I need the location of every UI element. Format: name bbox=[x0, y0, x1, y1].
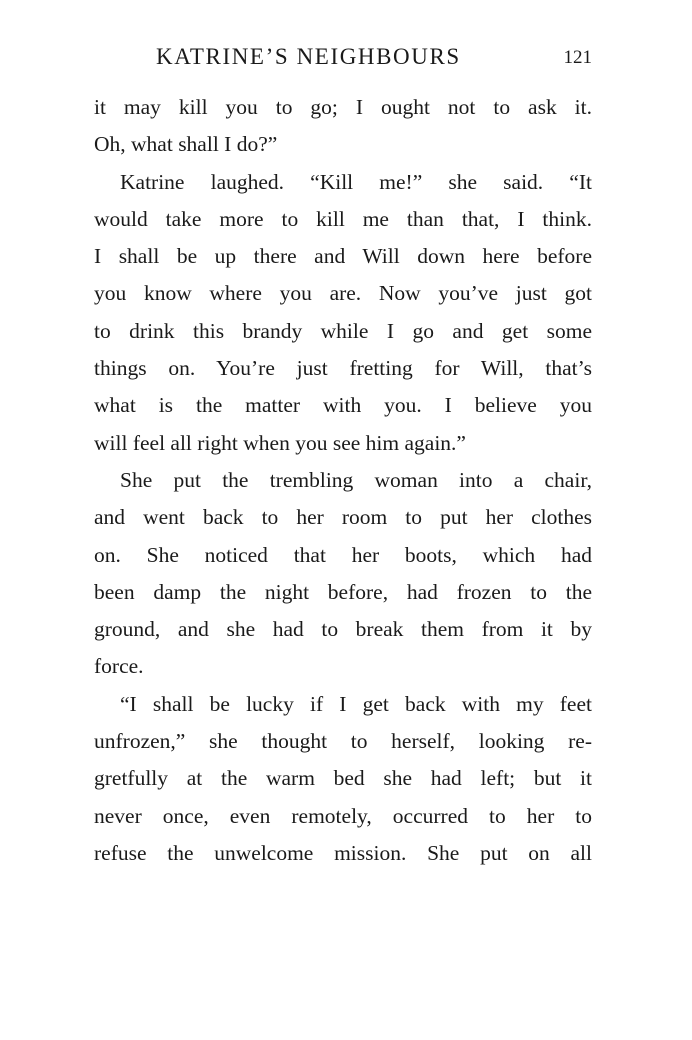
text-line: will feel all right when you see him again.” bbox=[94, 430, 466, 455]
text-line: things on. You’re just fretting for Will, that’s bbox=[94, 356, 592, 381]
text-line: Oh, what shall I do?” bbox=[94, 132, 278, 157]
text-line: unfrozen,” she thought to herself, looking re- bbox=[94, 729, 592, 754]
text-line: you know where you are. Now you’ve just got bbox=[94, 281, 592, 306]
text-line: Katrine laughed. “Kill me!” she said. “It bbox=[120, 169, 592, 194]
text-line: on. She noticed that her boots, which had bbox=[94, 542, 592, 567]
running-head bbox=[94, 40, 592, 74]
text-line: force. bbox=[94, 654, 144, 679]
text-line: to drink this brandy while I go and get some bbox=[94, 318, 592, 343]
text-line: She put the trembling woman into a chair, bbox=[120, 467, 592, 492]
text-line: “I shall be lucky if I get back with my feet bbox=[120, 691, 592, 716]
text-line: been damp the night before, had frozen to the bbox=[94, 579, 592, 604]
text-line: and went back to her room to put her clothes bbox=[94, 505, 592, 530]
text-line: ground, and she had to break them from it by bbox=[94, 617, 592, 642]
text-line: refuse the unwelcome mission. She put on all bbox=[94, 840, 592, 865]
text-line: would take more to kill me than that, I think. bbox=[94, 206, 592, 231]
page-number: 121 bbox=[563, 47, 592, 68]
text-line: gretfully at the warm bed she had left; but it bbox=[94, 766, 592, 791]
text-line: I shall be up there and Will down here before bbox=[94, 244, 592, 269]
running-title: KATRINE’S NEIGHBOURS bbox=[156, 44, 461, 69]
text-line: what is the matter with you. I believe you bbox=[94, 393, 592, 418]
text-line: never once, even remotely, occurred to her to bbox=[94, 803, 592, 828]
body-text bbox=[94, 89, 592, 872]
text-line: it may kill you to go; I ought not to ask it. bbox=[94, 95, 592, 119]
